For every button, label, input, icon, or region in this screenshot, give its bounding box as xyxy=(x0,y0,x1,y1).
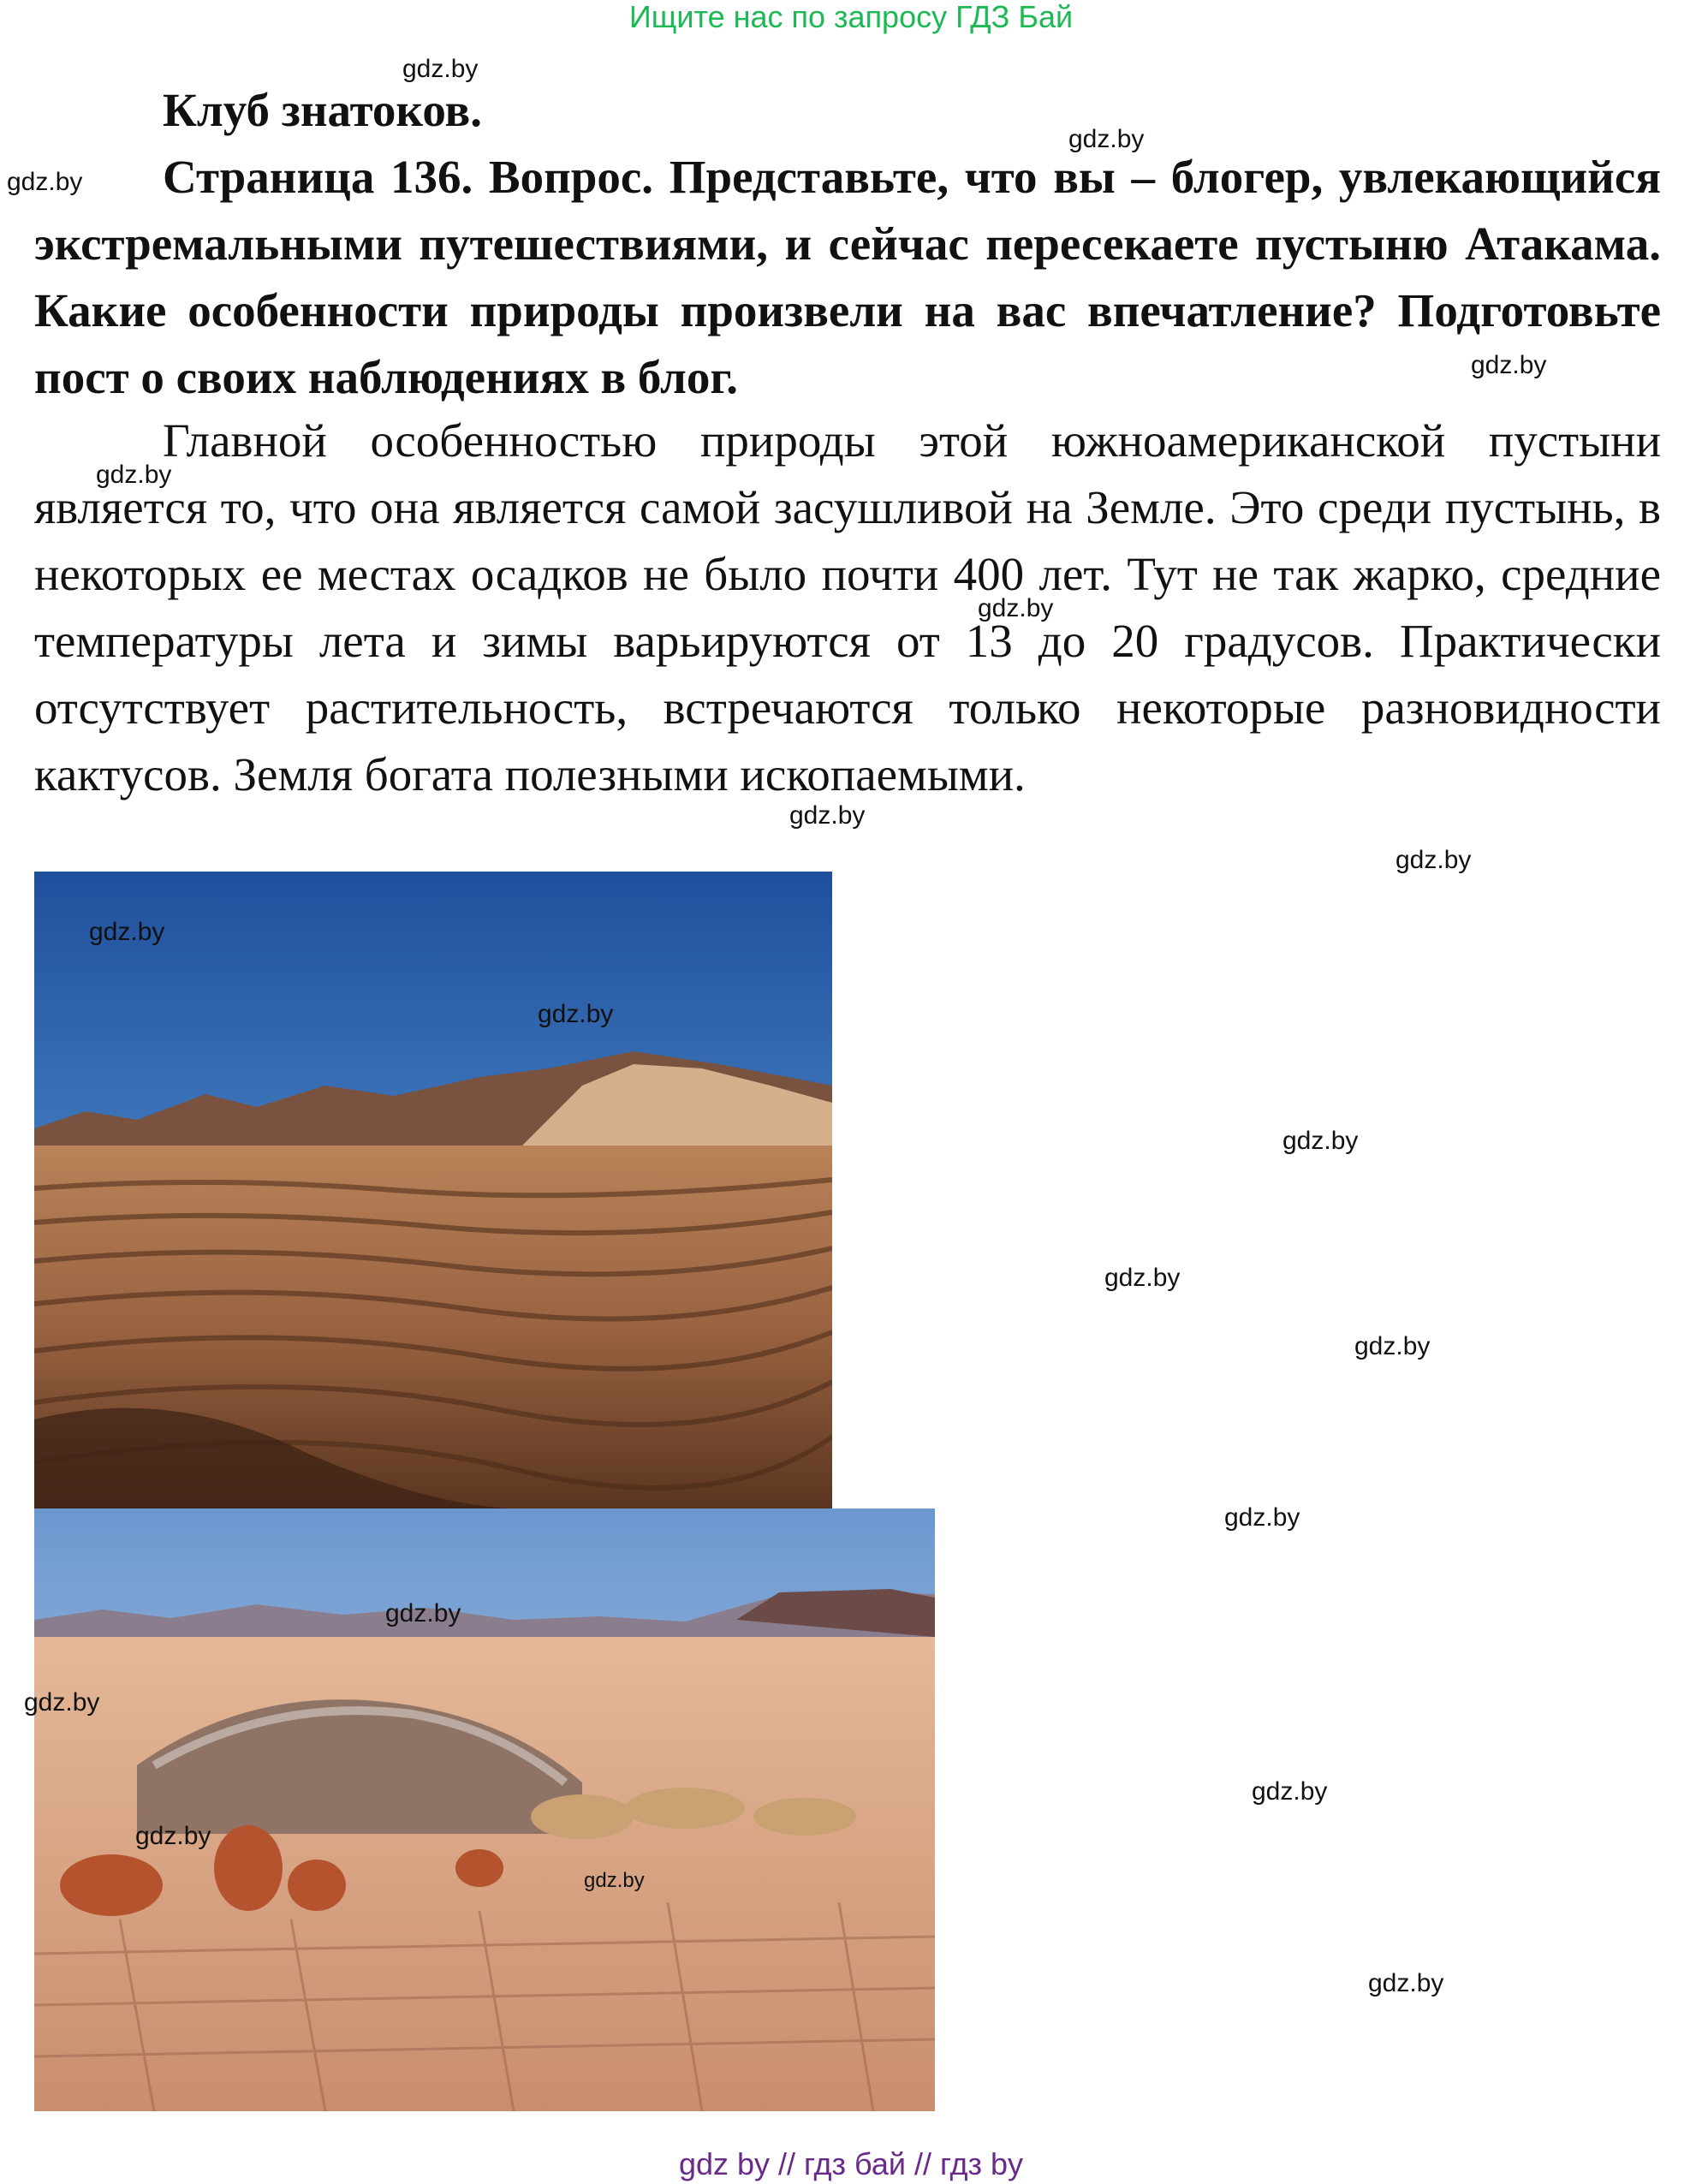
watermark: gdz.by xyxy=(789,801,866,830)
watermark: gdz.by xyxy=(1471,351,1547,379)
watermark: gdz.by xyxy=(1224,1503,1300,1532)
watermark: gdz.by xyxy=(89,918,165,946)
question-text: Страница 136. Вопрос. Представьте, что вы – блогер, увлекающийся экстремальными путешествиями, и сейчас пересекаете пустыню Атакама. Какие особенности природы произвели на вас впечатление? Подготовьте пост о своих наблюдениях в блог. xyxy=(34,151,1661,403)
watermark: gdz.by xyxy=(1068,125,1145,153)
watermark: gdz.by xyxy=(1252,1777,1328,1806)
watermark: gdz.by xyxy=(1104,1264,1181,1292)
section-heading: Клуб знатоков. xyxy=(163,84,482,136)
watermark: gdz.by xyxy=(7,168,83,196)
watermark: gdz.by xyxy=(402,55,479,83)
watermark: gdz.by xyxy=(1396,846,1472,874)
footer-links[interactable]: gdz by // гдз бай // гдз by xyxy=(678,2146,1024,2181)
watermark: gdz.by xyxy=(978,594,1054,622)
rocky-desert-photo xyxy=(34,1509,935,2111)
watermark: gdz.by xyxy=(96,461,172,489)
watermark: gdz.by xyxy=(1354,1332,1431,1360)
sand-dunes-photo xyxy=(34,872,832,1509)
watermark: gdz.by xyxy=(385,1599,461,1628)
watermark: gdz.by xyxy=(584,1869,645,1892)
watermark: gdz.by xyxy=(135,1822,211,1850)
watermark: gdz.by xyxy=(24,1688,100,1717)
answer-text: Главной особенностью природы этой южноамериканской пустыни является то, что она является самой засушливой на Земле. Это среди пустынь, в некоторых ее местах осадков не было почти 400 лет. Тут не так жарко, средние температуры лета и зимы варьируются от 13 до 20 градусов. Практически отсутствует растительность, встречаются только некоторые разновидности кактусов. Земля богата полезными ископаемыми. xyxy=(34,414,1661,800)
watermark: gdz.by xyxy=(538,1000,614,1028)
top-banner[interactable]: Ищите нас по запросу ГДЗ Бай xyxy=(628,0,1074,34)
watermark: gdz.by xyxy=(1368,1969,1444,1997)
watermark: gdz.by xyxy=(1282,1127,1359,1155)
